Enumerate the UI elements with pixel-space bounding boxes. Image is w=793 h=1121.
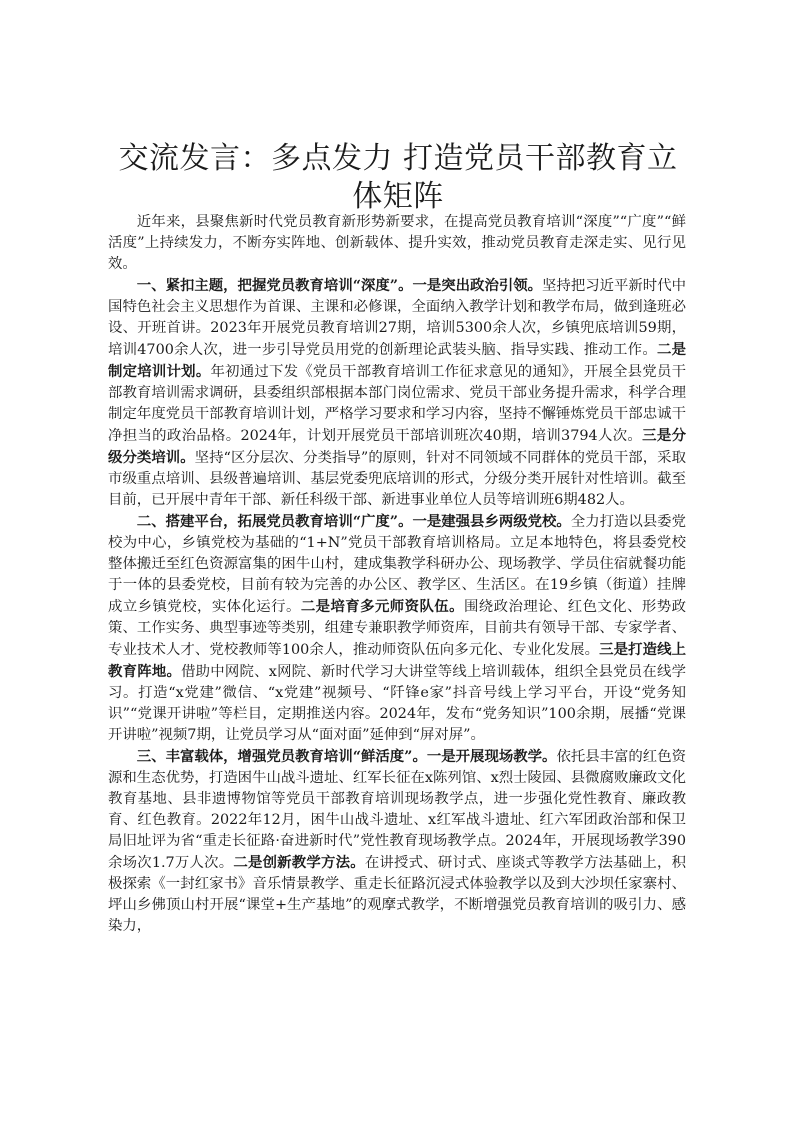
section-1-point-1-text: 坚持把习近平新时代中国特色社会主义思想作为首课、主课和必修课，全面纳入教学计划和教学布局，做到逢班必设、开班首讲。2023年开展党员教育培训27期，培训5300余人次，乡镇兜底培训59期，培训4700余人次，进一步引导党员用党的创新理论武装头脑、指导实践、推动工作。 xyxy=(108,278,686,358)
section-1-paragraph xyxy=(108,275,686,511)
section-3-point-1-heading: 一是开展现场教学。 xyxy=(426,748,557,765)
section-1-point-3-heading: 三是分级分类培训。 xyxy=(108,427,686,466)
section-1-point-2-text: 年初通过下发《党员干部教育培训工作征求意见的通知》，开展全县党员干部教育培训需求调研，县委组织部根据本部门岗位需求、党员干部业务提升需求，科学合理制定年度党员干部教育培训计划，严格学习要求和学习内容，坚持不懈锤炼党员干部忠诚干净担当的政治品格。2024年，计划开展党员干部培训班次40期，培训3794人次。 xyxy=(108,364,686,444)
section-1-point-2-heading: 二是制定培训计划。 xyxy=(108,341,686,380)
document-body xyxy=(108,212,686,937)
section-1-point-1-heading: 一是突出政治引领。 xyxy=(412,277,543,294)
section-2-point-2-heading: 二是培育多元师资队伍。 xyxy=(300,598,464,615)
section-3-point-1-text: 依托县丰富的红色资源和生态优势，打造困牛山战斗遗址、红军长征在x陈列馆、x烈士陵园、县微腐败廉政文化教育基地、县非遗博物馆等党员干部教育培训现场教学点，进一步强化党性教育、廉政教育、红色教育。2022年12月，困牛山战斗遗址、x红军战斗遗址、红六军团政治部和保卫局旧址评为省“重走长征路·奋进新时代”党性教育现场教学点。2024年，开展现场教学390余场次1.7万人次。 xyxy=(108,749,686,871)
section-2-point-3-text: 借助中网院、x网院、新时代学习大讲堂等线上培训载体，组织全县党员在线学习。打造“x党建”微信、“x党建”视频号、“阡锋e家”抖音号线上学习平台，开设“党务知识”“党课开讲啦”等栏目，定期推送内容。2024年，发布“党务知识”100余期，展播“党课开讲啦”视频7期，让党员学习从“面对面”延伸到“屏对屏”。 xyxy=(108,664,686,743)
intro-paragraph: 近年来，县聚焦新时代党员教育新形势新要求，在提高党员教育培训“深度”“广度”“鲜活度”上持续发力，不断夯实阵地、创新载体、提升实效，推动党员教育走深走实、见行见效。 xyxy=(108,214,686,272)
section-3-heading: 三、丰富载体，增强党员教育培训“鲜活度”。 xyxy=(136,748,427,765)
section-2-paragraph xyxy=(108,511,686,746)
section-1-heading: 一、紧扣主题，把握党员教育培训“深度”。 xyxy=(136,277,413,294)
section-2-point-1-text: 全力打造以县委党校为中心，乡镇党校为基础的“1+N”党员干部教育培训格局。立足本地特色，将县委党校整体搬迁至红色资源富集的困牛山村，建成集教学科研办公、现场教学、学员住宿就餐功能于一体的县委党校，目前有较为完善的办公区、教学区、生活区。在19乡镇（街道）挂牌成立乡镇党校，实体化运行。 xyxy=(108,514,686,615)
section-2-point-3-heading: 三是打造线上教育阵地。 xyxy=(108,641,686,680)
section-3-point-2-heading: 二是创新教学方法。 xyxy=(233,854,365,871)
section-2-heading: 二、搭建平台，拓展党员教育培训“广度”。 xyxy=(136,513,413,530)
section-3-point-2-text: 在讲授式、研讨式、座谈式等教学方法基础上，积极探索《一封红家书》音乐情景教学、重走长征路沉浸式体验教学以及到大沙坝任家寨村、坪山乡佛顶山村开展“课堂+生产基地”的观摩式教学，不断增强党员教育培训的吸引力、感染力， xyxy=(108,855,686,934)
section-2-point-2-text: 围绕政治理论、红色文化、形势政策、工作实务、典型事迹等类别，组建专兼职教学师资库，目前共有领导干部、专家学者、专业技术人才、党校教师等100余人，推动师资队伍向多元化、专业化发展。 xyxy=(108,599,686,658)
section-1-point-3-text: 坚持“区分层次、分类指导”的原则，针对不同领域不同群体的党员干部，采取市级重点培训、县级普遍培训、基层党委兜底培训的形式，分级分类开展针对性培训。截至目前，已开展中青年干部、新任科级干部、新进事业单位人员等培训班6期482人。 xyxy=(108,450,686,508)
page-title: 交流发言：多点发力 打造党员干部教育立体矩阵 xyxy=(118,141,678,214)
section-2-point-1-heading: 一是建强县乡两级党校。 xyxy=(412,513,571,530)
section-3-paragraph xyxy=(108,746,686,937)
